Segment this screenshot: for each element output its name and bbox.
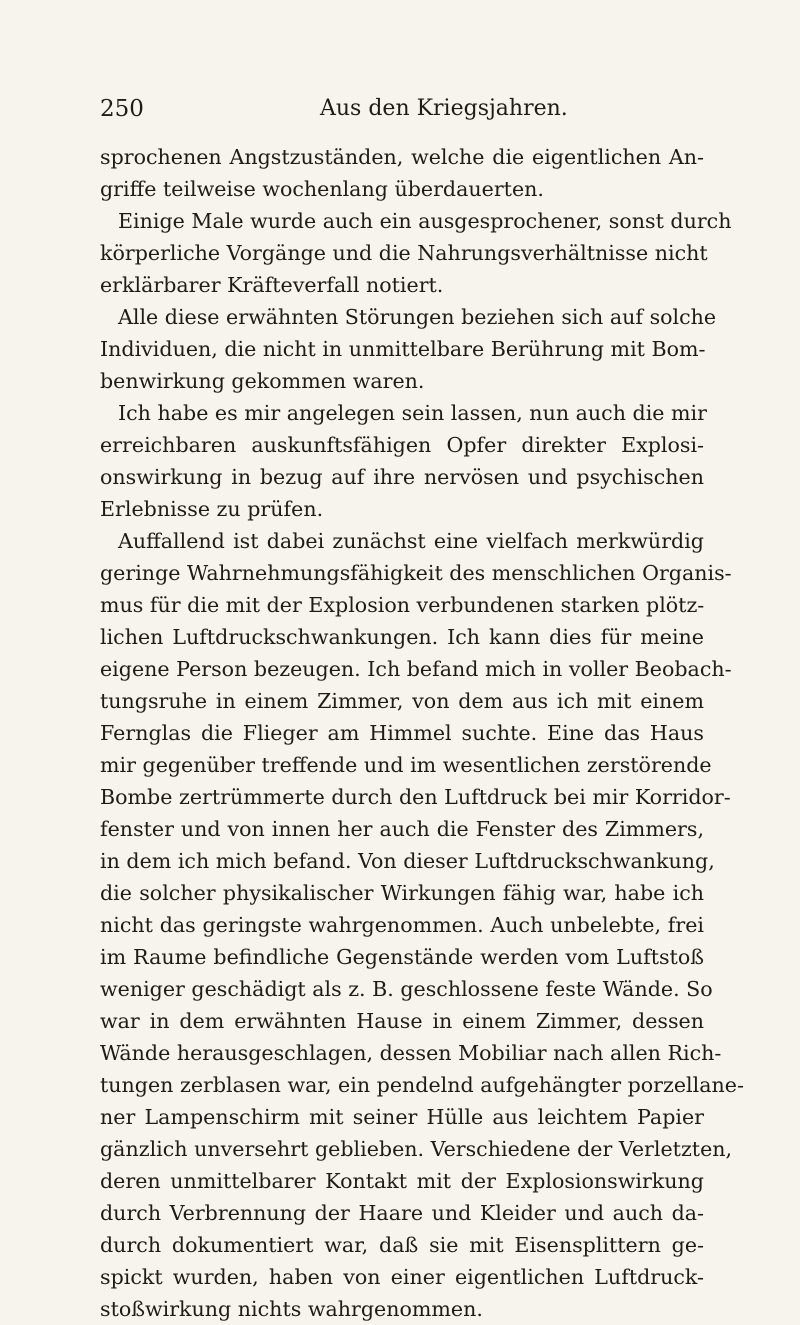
text-line: Auffallend ist dabei zunächst eine vielfach merkwürdig	[118, 529, 704, 553]
text-line: sprochenen Angstzuständen, welche die eigentlichen An-	[100, 145, 704, 169]
text-line: fenster und von innen her auch die Fenster des Zimmers,	[100, 817, 704, 841]
text-line: spickt wurden, haben von einer eigentlichen Luftdruck-	[100, 1265, 704, 1289]
text-line: mir gegenüber treffende und im wesentlichen zerstörende	[100, 753, 712, 777]
text-line: durch dokumentiert war, daß sie mit Eisensplittern ge-	[100, 1233, 704, 1257]
text-line: die solcher physikalischer Wirkungen fähig war, habe ich	[100, 881, 704, 905]
text-line: in dem ich mich befand. Von dieser Luftdruckschwankung,	[100, 849, 715, 873]
text-line: tungen zerblasen war, ein pendelnd aufgehängter porzellane-	[100, 1073, 744, 1097]
text-line: Einige Male wurde auch ein ausgesprochener, sonst durch	[118, 209, 732, 233]
page-header	[100, 94, 700, 128]
text-line: ner Lampenschirm mit seiner Hülle aus leichtem Papier	[100, 1105, 704, 1129]
text-line: Ich habe es mir angelegen sein lassen, nun auch die mir	[118, 401, 707, 425]
page-number: 250	[100, 96, 144, 122]
text-line: Alle diese erwähnten Störungen beziehen sich auf solche	[118, 305, 717, 329]
text-line: gänzlich unversehrt geblieben. Verschiedene der Verletzten,	[100, 1137, 733, 1161]
text-line: weniger geschädigt als z. B. geschlossene feste Wände. So	[100, 977, 713, 1001]
text-line: onswirkung in bezug auf ihre nervösen und psychischen	[100, 465, 704, 489]
text-line: griffe teilweise wochenlang überdauerten.	[100, 177, 544, 201]
text-line: Individuen, die nicht in unmittelbare Berührung mit Bom-	[100, 337, 706, 361]
text-line: Fernglas die Flieger am Himmel suchte. Eine das Haus	[100, 721, 704, 745]
text-line: lichen Luftdruckschwankungen. Ich kann dies für meine	[100, 625, 704, 649]
text-line: Wände herausgeschlagen, dessen Mobiliar nach allen Rich-	[100, 1041, 722, 1065]
text-line: war in dem erwähnten Hause in einem Zimmer, dessen	[100, 1009, 704, 1033]
text-line: geringe Wahrnehmungsfähigkeit des menschlichen Organis-	[100, 561, 732, 585]
text-line: stoßwirkung nichts wahrgenommen.	[100, 1297, 483, 1321]
text-line: körperliche Vorgänge und die Nahrungsverhältnisse nicht	[100, 241, 708, 265]
text-line: Bombe zertrümmerte durch den Luftdruck bei mir Korridor-	[100, 785, 731, 809]
text-line: erreichbaren auskunftsfähigen Opfer direkter Explosi-	[100, 433, 704, 457]
text-line: benwirkung gekommen waren.	[100, 369, 425, 393]
text-line: deren unmittelbarer Kontakt mit der Explosionswirkung	[100, 1169, 704, 1193]
text-line: mus für die mit der Explosion verbundenen starken plötz-	[100, 593, 705, 617]
running-head: Aus den Kriegsjahren.	[320, 96, 568, 121]
text-line: nicht das geringste wahrgenommen. Auch unbelebte, frei	[100, 913, 704, 937]
text-line: durch Verbrennung der Haare und Kleider und auch da-	[100, 1201, 704, 1225]
text-line: Erlebnisse zu prüfen.	[100, 497, 324, 521]
text-line: im Raume befindliche Gegenstände werden vom Luftstoß	[100, 945, 704, 969]
body-text	[100, 141, 744, 1325]
text-line: tungsruhe in einem Zimmer, von dem aus ich mit einem	[100, 689, 704, 713]
text-line: eigene Person bezeugen. Ich befand mich in voller Beobach-	[100, 657, 732, 681]
text-line: erklärbarer Kräfteverfall notiert.	[100, 273, 444, 297]
